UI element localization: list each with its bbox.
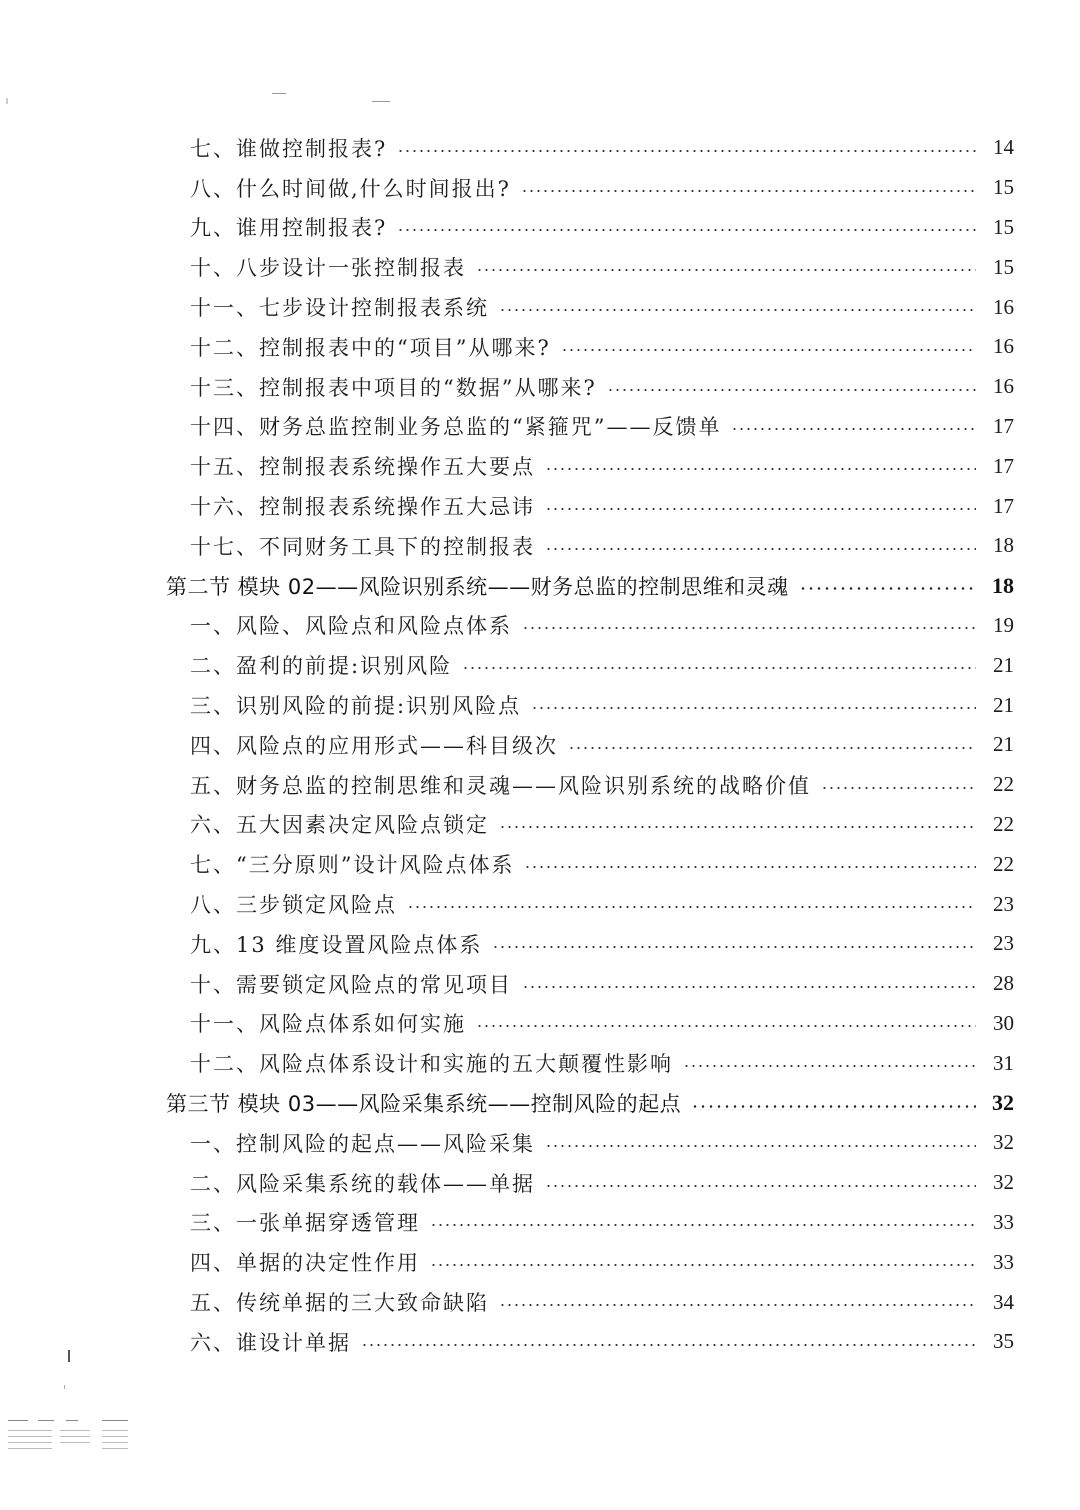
- toc-entry: [0, 168, 1080, 208]
- dot-leader: [545, 548, 976, 550]
- toc-entry: [0, 1282, 1080, 1322]
- entry-title: 三、识别风险的前提:识别风险点: [190, 694, 522, 719]
- page-number: 15: [993, 254, 1014, 279]
- dot-leader: [492, 946, 976, 948]
- page-number: 23: [993, 931, 1014, 956]
- dot-leader: [397, 229, 976, 231]
- dot-leader: [361, 1344, 976, 1346]
- page-number: 17: [993, 493, 1014, 518]
- page-number: 22: [993, 811, 1014, 836]
- scan-mark: [68, 1350, 70, 1362]
- dot-leader: [607, 389, 976, 391]
- page-number: 32: [992, 1090, 1014, 1116]
- entry-title: 二、盈利的前提:识别风险: [190, 654, 453, 679]
- page-number: 33: [993, 1209, 1014, 1234]
- entry-title: 二、风险采集系统的载体——单据: [190, 1171, 535, 1196]
- entry-title: 九、谁用控制报表?: [190, 216, 388, 241]
- entry-title: 十二、风险点体系设计和实施的五大颠覆性影响: [190, 1052, 673, 1077]
- dot-leader: [683, 1065, 976, 1067]
- dot-leader: [430, 1224, 976, 1226]
- entry-title: 十、需要锁定风险点的常见项目: [190, 972, 512, 997]
- page-number: 30: [993, 1010, 1014, 1035]
- dot-leader: [499, 826, 976, 828]
- dot-leader: [524, 866, 976, 868]
- toc-entry: [0, 1004, 1080, 1044]
- entry-title: 三、一张单据穿透管理: [190, 1211, 420, 1236]
- entry-title: 六、谁设计单据: [190, 1330, 351, 1355]
- toc-entry: [0, 446, 1080, 486]
- toc-entry: [0, 964, 1080, 1004]
- page-number: 17: [993, 453, 1014, 478]
- entry-title: 九、13 维度设置风险点体系: [190, 932, 483, 957]
- toc-entry: [0, 884, 1080, 924]
- entry-title: 十七、不同财务工具下的控制报表: [190, 534, 535, 559]
- dot-leader: [545, 508, 976, 510]
- toc-entry: [0, 1242, 1080, 1282]
- dot-leader: [462, 667, 976, 669]
- page-number: 18: [992, 572, 1014, 598]
- entry-title: 十一、七步设计控制报表系统: [190, 296, 489, 321]
- entry-title: 一、风险、风险点和风险点体系: [190, 614, 512, 639]
- page-number: 32: [993, 1170, 1014, 1195]
- dot-leader: [499, 1304, 976, 1306]
- entry-title: 六、五大因素决定风险点锁定: [190, 813, 489, 838]
- entry-title: 一、控制风险的起点——风险采集: [190, 1131, 535, 1156]
- toc-entry: [0, 327, 1080, 367]
- toc-entry: [0, 407, 1080, 447]
- entry-title: 五、传统单据的三大致命缺陷: [190, 1291, 489, 1315]
- entry-title: 七、“三分原则”设计风险点体系: [190, 853, 515, 878]
- page-number: 16: [993, 334, 1014, 359]
- entry-title: 十三、控制报表中项目的“数据”从哪来?: [190, 375, 597, 400]
- dot-leader: [731, 428, 976, 430]
- toc-section-entry: [0, 566, 1080, 606]
- page-number: 34: [993, 1289, 1014, 1314]
- page-number: 17: [993, 413, 1014, 438]
- dot-leader: [522, 627, 976, 629]
- dot-leader: [531, 707, 976, 709]
- table-of-contents: [0, 128, 1080, 1362]
- section-title: 第三节 模块 03——风险采集系统——控制风险的起点: [166, 1092, 682, 1117]
- dot-leader: [499, 309, 976, 311]
- toc-entry: [0, 1123, 1080, 1163]
- dot-leader: [691, 1105, 976, 1108]
- toc-entry: [0, 685, 1080, 725]
- dot-leader: [561, 349, 976, 351]
- entry-title: 四、风险点的应用形式——科目级次: [190, 733, 558, 758]
- dot-leader: [476, 269, 976, 271]
- page-number: 15: [993, 175, 1014, 200]
- toc-entry: [0, 367, 1080, 407]
- page-number: 19: [993, 612, 1014, 637]
- page-number: 21: [993, 652, 1014, 677]
- page-number: 22: [993, 772, 1014, 797]
- dot-leader: [821, 787, 976, 789]
- toc-entry: [0, 1322, 1080, 1362]
- page-number: 16: [993, 294, 1014, 319]
- toc-entry: [0, 924, 1080, 964]
- dot-leader: [430, 1264, 976, 1266]
- page-number: 18: [993, 533, 1014, 558]
- toc-entry: [0, 606, 1080, 646]
- entry-title: 八、三步锁定风险点: [190, 893, 397, 918]
- page-number: 22: [993, 851, 1014, 876]
- dot-leader: [568, 747, 976, 749]
- page-number: 23: [993, 891, 1014, 916]
- page-number: 21: [993, 732, 1014, 757]
- toc-entry: [0, 645, 1080, 685]
- toc-entry: [0, 1043, 1080, 1083]
- dot-leader: [397, 150, 976, 152]
- page-number: 33: [993, 1249, 1014, 1274]
- entry-title: 十一、风险点体系如何实施: [190, 1012, 466, 1037]
- entry-title: 七、谁做控制报表?: [190, 136, 388, 161]
- page-number: 21: [993, 692, 1014, 717]
- entry-title: 十二、控制报表中的“项目”从哪来?: [190, 335, 551, 360]
- scan-mark: [372, 101, 390, 102]
- toc-section-entry: [0, 1083, 1080, 1123]
- entry-title: 十六、控制报表系统操作五大忌讳: [190, 495, 535, 520]
- toc-entry: [0, 526, 1080, 566]
- dot-leader: [522, 986, 976, 988]
- page-number: 35: [993, 1329, 1014, 1354]
- dot-leader: [521, 190, 976, 192]
- section-title: 第二节 模块 02——风险识别系统——财务总监的控制思维和灵魂: [166, 574, 789, 599]
- toc-entry: [0, 287, 1080, 327]
- toc-entry: [0, 805, 1080, 845]
- page-number: 14: [993, 135, 1014, 160]
- entry-title: 八、什么时间做,什么时间报出?: [190, 176, 511, 201]
- entry-title: 五、财务总监的控制思维和灵魂——风险识别系统的战略价值: [190, 773, 811, 798]
- scan-stripes: [8, 1418, 128, 1458]
- dot-leader: [476, 1025, 976, 1027]
- dot-leader: [407, 906, 976, 908]
- dot-leader: [799, 587, 976, 590]
- toc-entry: [0, 247, 1080, 287]
- toc-entry: [0, 765, 1080, 805]
- entry-title: 十五、控制报表系统操作五大要点: [190, 455, 535, 480]
- page-number: 31: [993, 1050, 1014, 1075]
- scan-mark: [272, 93, 286, 94]
- entry-title: 十、八步设计一张控制报表: [190, 256, 466, 281]
- toc-entry: [0, 486, 1080, 526]
- scan-mark: [6, 98, 8, 104]
- page-number: 28: [993, 971, 1014, 996]
- toc-entry: [0, 1203, 1080, 1243]
- toc-entry: [0, 725, 1080, 765]
- page-number: 15: [993, 214, 1014, 239]
- dot-leader: [545, 1145, 976, 1147]
- entry-title: 四、单据的决定性作用: [190, 1251, 420, 1276]
- dot-leader: [545, 1185, 976, 1187]
- entry-title: 十四、财务总监控制业务总监的“紧箍咒”——反馈单: [190, 415, 722, 440]
- scan-mark: [64, 1385, 65, 1389]
- dot-leader: [545, 468, 976, 470]
- toc-entry: [0, 208, 1080, 248]
- toc-entry: [0, 1163, 1080, 1203]
- page-number: 16: [993, 374, 1014, 399]
- toc-entry: [0, 128, 1080, 168]
- page-number: 32: [993, 1130, 1014, 1155]
- toc-entry: [0, 844, 1080, 884]
